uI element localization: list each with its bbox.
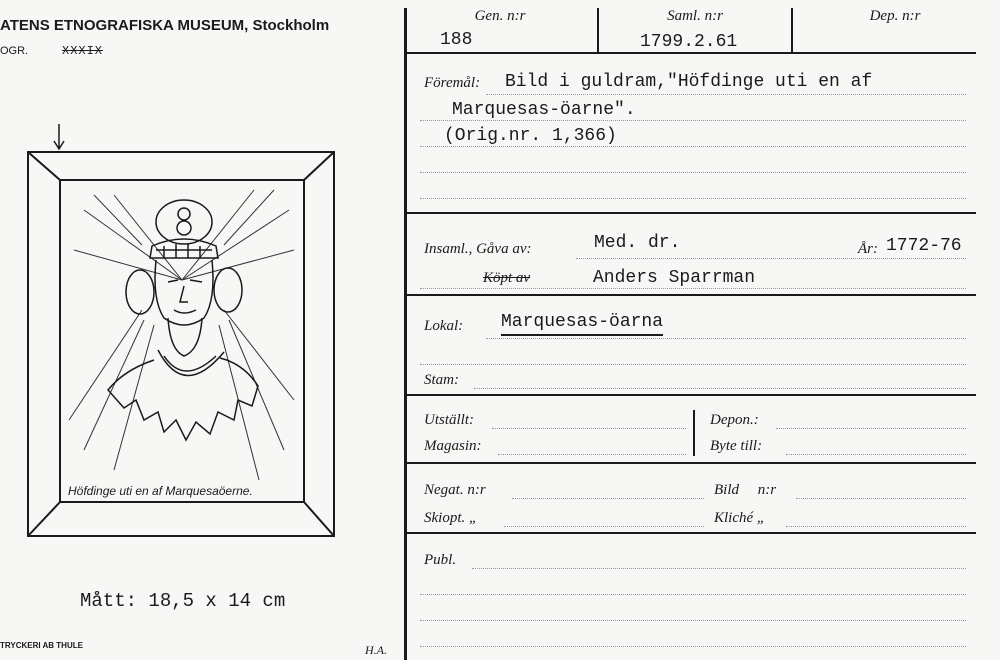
dotted-line <box>486 94 966 95</box>
dotted-line <box>420 288 966 289</box>
foremal-line3: (Orig.nr. 1,366) <box>444 126 617 146</box>
dotted-line <box>472 568 966 569</box>
gen-value: 188 <box>440 30 473 50</box>
foremal-label: Föremål: <box>424 75 481 91</box>
dotted-line <box>486 338 966 339</box>
saml-label: Saml. n:r <box>667 8 723 24</box>
publ-label: Publ. <box>424 552 457 568</box>
foremal-line1: Bild i guldram,"Höfdinge uti en af <box>505 72 873 92</box>
skiopt-label: Skiopt. „ <box>424 510 478 526</box>
dotted-line <box>420 198 966 199</box>
dotted-line <box>420 172 966 173</box>
printer-label: TRYCKERI AB THULE <box>0 641 83 650</box>
row-line <box>404 462 976 464</box>
museum-header: ATENS ETNOGRAFISKA MUSEUM, Stockholm <box>0 17 330 34</box>
dotted-line <box>498 454 686 455</box>
dotted-line <box>512 498 704 499</box>
dotted-line <box>420 120 966 121</box>
dotted-line <box>474 388 966 389</box>
dotted-line <box>776 428 966 429</box>
foremal-line2: Marquesas-öarne". <box>452 100 636 120</box>
lokal-label: Lokal: <box>424 318 464 334</box>
dotted-line <box>492 428 686 429</box>
dotted-line <box>786 454 966 455</box>
negat-label: Negat. n:r <box>424 482 486 498</box>
ar-label: År: <box>858 241 878 257</box>
arrow-down-icon <box>50 122 70 152</box>
struck-word: Köpt av <box>483 270 531 286</box>
measurement: Mått: 18,5 x 14 cm <box>80 590 286 612</box>
dotted-line <box>504 526 704 527</box>
row-line <box>404 212 976 214</box>
initials: H.A. <box>365 643 387 657</box>
ar-value: 1772-76 <box>886 236 962 256</box>
lokal-value: Marquesas-öarna <box>501 312 663 336</box>
dotted-line <box>420 364 966 365</box>
donor-name: Anders Sparrman <box>593 268 756 288</box>
row-line <box>404 532 976 534</box>
dotted-line <box>796 498 966 499</box>
kliche-label: Kliché „ <box>714 510 766 526</box>
dotted-line <box>786 526 966 527</box>
magasin-label: Magasin: <box>424 438 482 454</box>
department-label: OGR. <box>0 45 29 57</box>
dotted-line <box>576 258 966 259</box>
utstallt-label: Utställt: <box>424 412 475 428</box>
saml-value: 1799.2.61 <box>640 32 738 52</box>
stam-label: Stam: <box>424 372 459 388</box>
dep-label: Dep. n:r <box>869 8 921 24</box>
byte-label: Byte till: <box>710 438 763 454</box>
dotted-line <box>420 146 966 147</box>
dotted-line <box>420 646 966 647</box>
row-line <box>404 52 976 54</box>
framed-drawing <box>24 150 340 540</box>
insaml-label: Insaml., Gåva av: <box>424 241 532 257</box>
insaml-value: Med. dr. <box>594 233 681 253</box>
col-divider-3 <box>693 410 695 456</box>
gen-label: Gen. n:r <box>474 8 526 24</box>
drawing-caption: Höfdinge uti en af Marquesaöerne. <box>68 484 253 498</box>
col-divider-1 <box>597 8 599 53</box>
col-divider-2 <box>791 8 793 53</box>
struck-code: XXXIX <box>62 44 104 58</box>
depon-label: Depon.: <box>710 412 759 428</box>
row-line <box>404 394 976 396</box>
bild-label: Bild n:r <box>714 482 777 498</box>
dotted-line <box>420 620 966 621</box>
dotted-line <box>420 594 966 595</box>
card-divider <box>404 8 407 660</box>
row-line <box>404 294 976 296</box>
